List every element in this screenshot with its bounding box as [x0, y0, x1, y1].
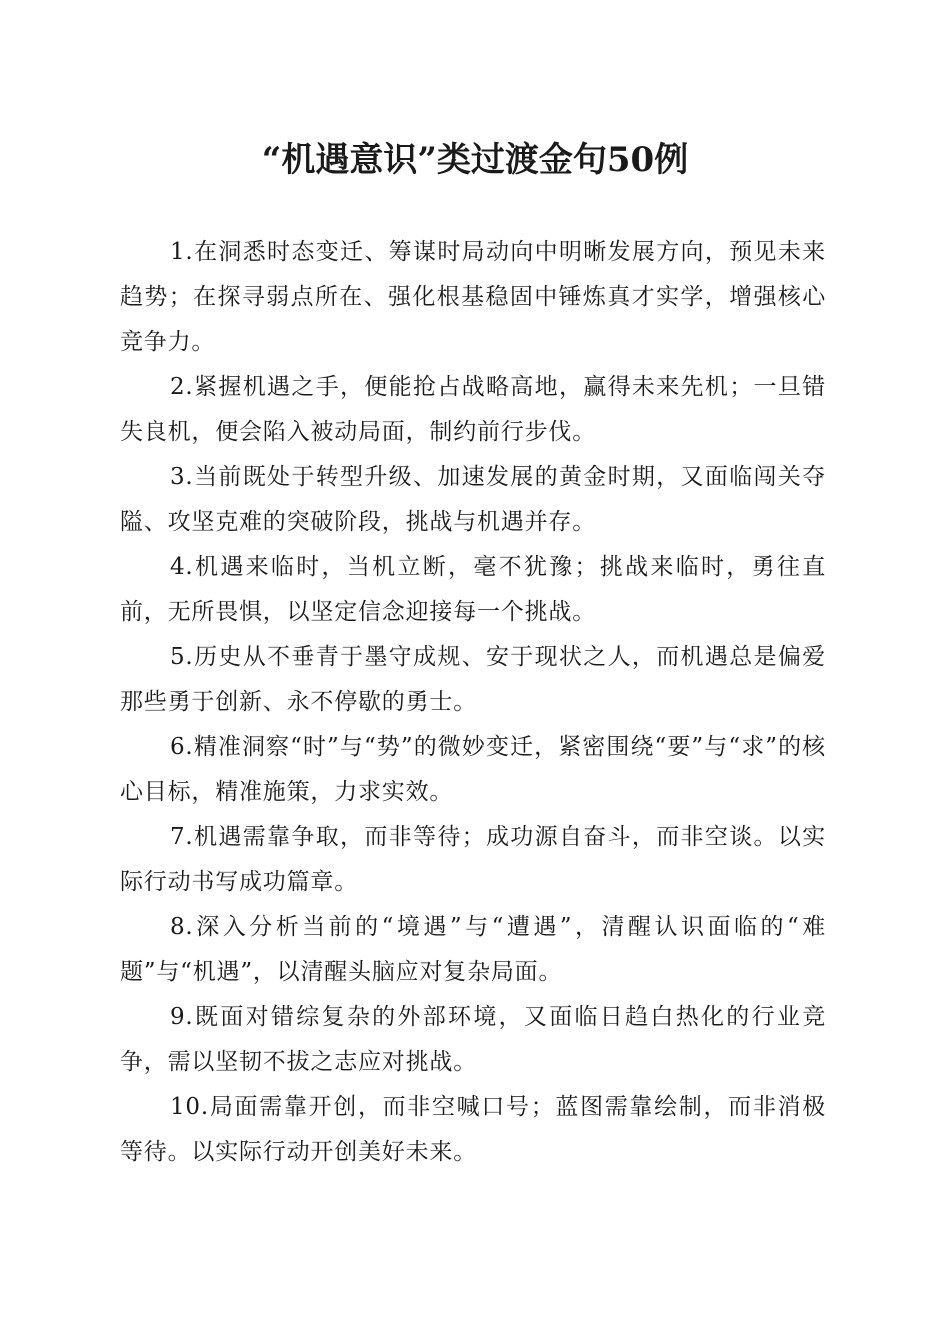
paragraph-1: 1.在洞悉时态变迁、筹谋时局动向中明晰发展方向，预见未来趋势；在探寻弱点所在、强化根基稳固中锤炼真才实学，增强核心竞争力。: [120, 239, 826, 355]
paragraph-6: 6.精准洞察“时”与“势”的微妙变迁，紧密围绕“要”与“求”的核心目标，精准施策，力求实效。: [120, 734, 826, 805]
document-body: [120, 230, 826, 1175]
paragraph-8: 8.深入分析当前的“境遇”与“遭遇”，清醒认识面临的“难题”与“机遇”，以清醒头脑应对复杂局面。: [120, 914, 826, 985]
paragraph-2: 2.紧握机遇之手，便能抢占战略高地，赢得未来先机；一旦错失良机，便会陷入被动局面，制约前行步伐。: [120, 374, 826, 445]
paragraph-5: 5.历史从不垂青于墨守成规、安于现状之人，而机遇总是偏爱那些勇于创新、永不停歇的勇士。: [120, 644, 826, 715]
document-title: “机遇意识”类过渡金句50例: [261, 140, 689, 180]
paragraph-7: 7.机遇需靠争取，而非等待；成功源自奋斗，而非空谈。以实际行动书写成功篇章。: [120, 824, 826, 895]
paragraph-4: 4.机遇来临时，当机立断，毫不犹豫；挑战来临时，勇往直前，无所畏惧，以坚定信念迎接每一个挑战。: [120, 554, 826, 625]
paragraph-10: 10.局面需靠开创，而非空喊口号；蓝图需靠绘制，而非消极等待。以实际行动开创美好未来。: [120, 1094, 826, 1165]
paragraph-3: 3.当前既处于转型升级、加速发展的黄金时期，又面临闯关夺隘、攻坚克难的突破阶段，挑战与机遇并存。: [120, 464, 826, 535]
paragraph-9: 9.既面对错综复杂的外部环境，又面临日趋白热化的行业竞争，需以坚韧不拔之志应对挑战。: [120, 1004, 826, 1075]
